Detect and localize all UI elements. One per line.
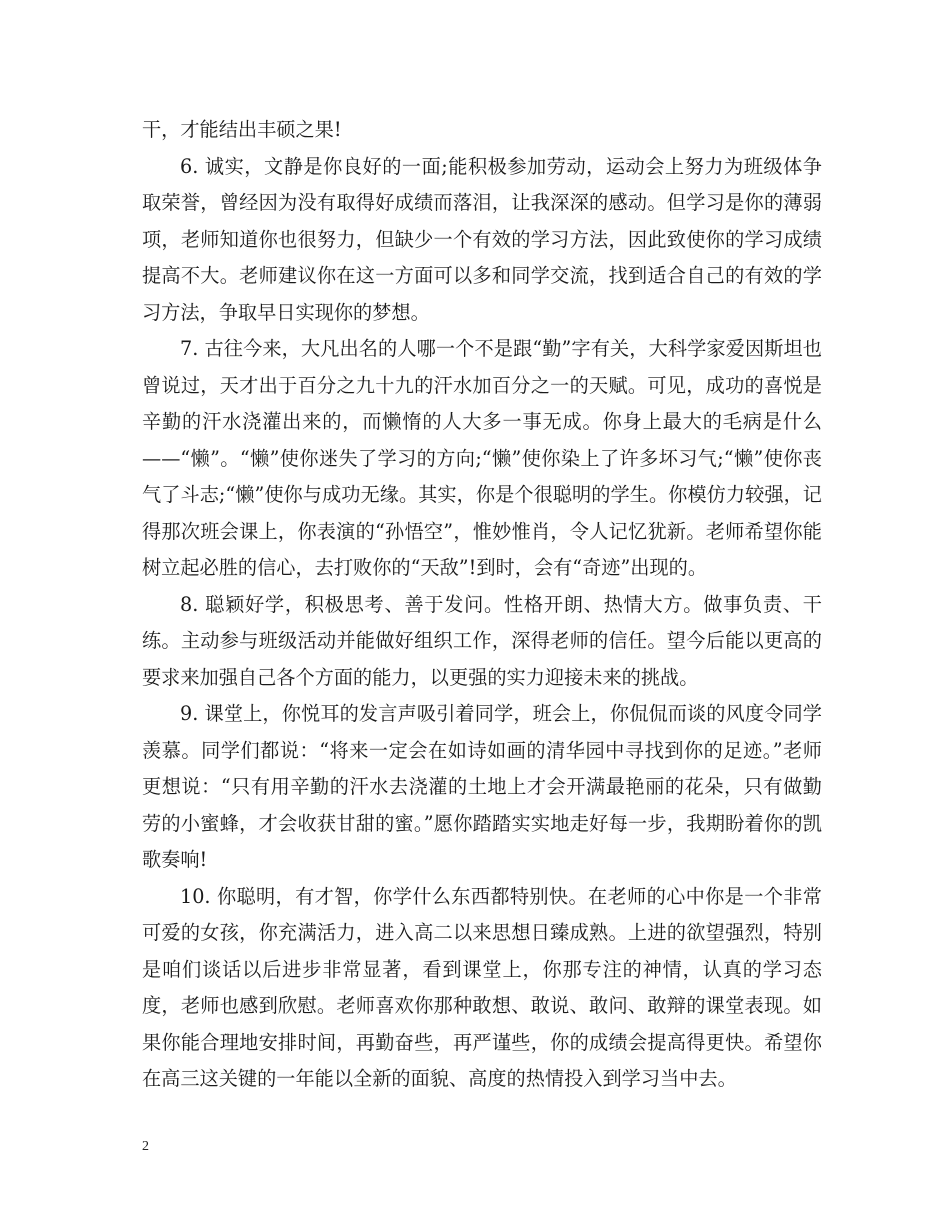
paragraph-comment-6: 6. 诚实，文静是你良好的一面;能积极参加劳动，运动会上努力为班级体争取荣誉，曾经因为没有取得好成绩而落泪，让我深深的感动。但学习是你的薄弱项，老师知道你也很努力，但缺少一个有效的学习方法，因此致使你的学习成绩提高不大。老师建议你在这一方面可以多和同学交流，找到适合自己的有效的学习方法，争取早日实现你的梦想。 <box>142 154 822 324</box>
page-number: 2 <box>142 1139 149 1154</box>
document-body <box>142 112 822 1098</box>
paragraph-comment-7: 7. 古往今来，大凡出名的人哪一个不是跟“勤”字有关，大科学家爱因斯坦也曾说过，天才出于百分之九十九的汗水加百分之一的天赋。可见，成功的喜悦是辛勤的汗水浇灌出来的，而懒惰的人大多一事无成。你身上最大的毛病是什么——“懒”。“懒”使你迷失了学习的方向;“懒”使你染上了许多坏习气;“懒”使你丧气了斗志;“懒”使你与成功无缘。其实，你是个很聪明的学生。你模仿力较强，记得那次班会课上，你表演的“孙悟空”，惟妙惟肖，令人记忆犹新。老师希望你能树立起必胜的信心，去打败你的“天敌”!到时，会有“奇迹”出现的。 <box>142 337 822 579</box>
paragraph-comment-8: 8. 聪颖好学，积极思考、善于发问。性格开朗、热情大方。做事负责、干练。主动参与班级活动并能做好组织工作，深得老师的信任。望今后能以更高的要求来加强自己各个方面的能力，以更强的实力迎接未来的挑战。 <box>142 592 822 689</box>
paragraph-continuation: 干，才能结出丰硕之果! <box>142 118 342 141</box>
paragraph-comment-10: 10. 你聪明，有才智，你学什么东西都特别快。在老师的心中你是一个非常可爱的女孩，你充满活力，进入高二以来思想日臻成熟。上进的欲望强烈，特别是咱们谈话以后进步非常显著，看到课堂上，你那专注的神情，认真的学习态度，老师也感到欣慰。老师喜欢你那种敢想、敢说、敢问、敢辩的课堂表现。如果你能合理地安排时间，再勤奋些，再严谨些，你的成绩会提高得更快。希望你在高三这关键的一年能以全新的面貌、高度的热情投入到学习当中去。 <box>142 884 822 1090</box>
paragraph-comment-9: 9. 课堂上，你悦耳的发言声吸引着同学，班会上，你侃侃而谈的风度令同学羡慕。同学们都说：“将来一定会在如诗如画的清华园中寻找到你的足迹。”老师更想说：“只有用辛勤的汗水去浇灌的土地上才会开满最艳丽的花朵，只有做勤劳的小蜜蜂，才会收获甘甜的蜜。”愿你踏踏实实地走好每一步，我期盼着你的凯歌奏响! <box>142 702 822 871</box>
